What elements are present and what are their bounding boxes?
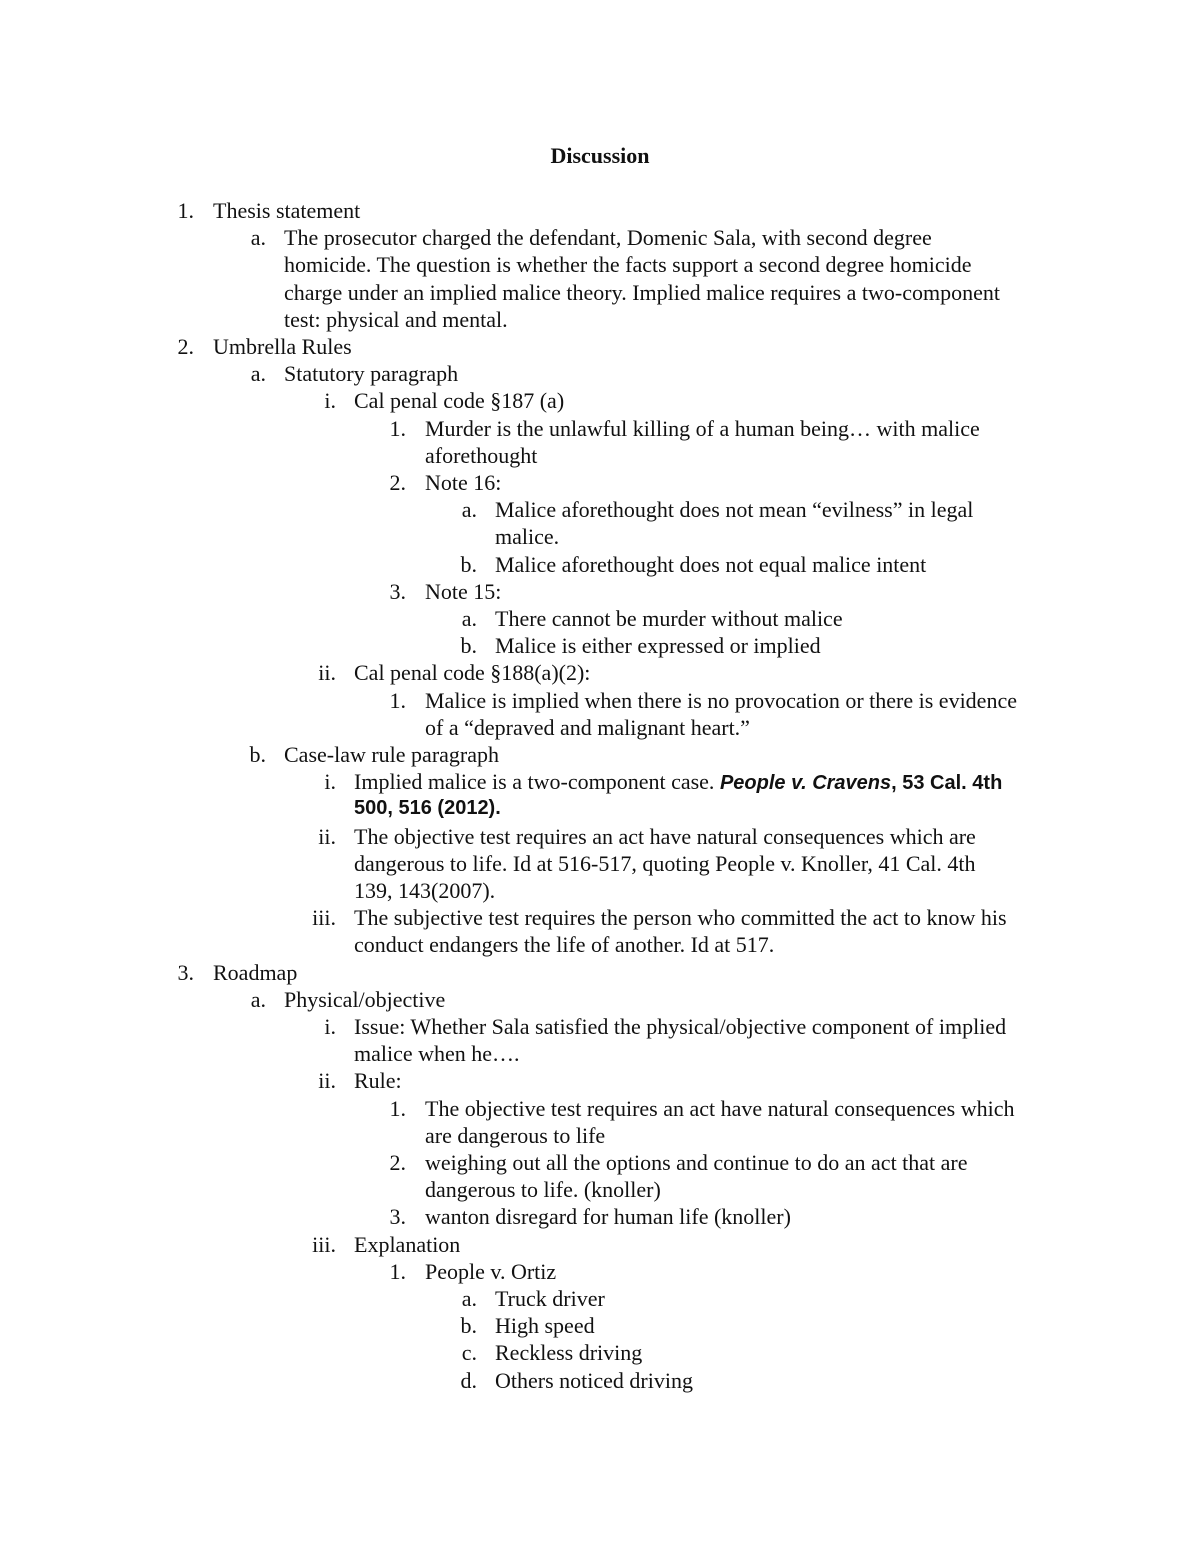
list-marker: b. [460, 633, 477, 659]
list-marker: 1. [389, 1258, 406, 1284]
list-marker: 2. [389, 1150, 406, 1175]
case-citation [720, 772, 1002, 794]
list-item-text: test: physical and mental. [284, 306, 508, 332]
list-item-text: Statutory paragraph [284, 361, 459, 387]
list-item-text: The subjective test requires the person who committed the act to know his [354, 905, 1007, 931]
list-item-text: dangerous to life. (knoller) [425, 1177, 661, 1203]
list-marker: b. [249, 742, 266, 767]
list-marker: 1. [389, 687, 406, 713]
list-item-text: of a “depraved and malignant heart.” [425, 714, 750, 740]
list-marker: b. [460, 551, 477, 577]
rule-text: Implied malice is a two-component case. [354, 769, 720, 795]
list-marker: iii. [312, 905, 336, 931]
list-item-text: are dangerous to life [425, 1122, 606, 1148]
list-marker: d. [460, 1367, 477, 1393]
list-item-text: malice. [495, 524, 560, 550]
list-item-text: weighing out all the options and continue to do an act that are [425, 1150, 968, 1175]
list-marker: a. [250, 361, 266, 387]
list-marker: ii. [318, 660, 336, 686]
list-item-text: Malice is implied when there is no provocation or there is evidence [425, 687, 1017, 713]
list-marker: a. [461, 606, 477, 631]
case-name: People v. Cravens [719, 772, 892, 795]
list-marker: a. [250, 986, 266, 1012]
list-item-text: Cal penal code §187 (a) [354, 388, 565, 414]
list-item-text: Rule: [354, 1068, 402, 1094]
list-item-text: 139, 143(2007). [354, 878, 496, 903]
list-item-text: The prosecutor charged the defendant, Domenic Sala, with second degree [284, 225, 932, 251]
list-item-text: Issue: Whether Sala satisfied the physical/objective component of implied [354, 1014, 1007, 1039]
list-item-text: charge under an implied malice theory. Implied malice requires a two-component [284, 279, 1000, 305]
list-item-text: Malice aforethought does not equal malice intent [495, 551, 927, 577]
list-marker: ii. [318, 1068, 336, 1094]
case-reporter: , 53 Cal. 4th [891, 772, 1003, 795]
list-marker: a. [461, 497, 477, 523]
list-item-text: There cannot be murder without malice [495, 606, 843, 631]
list-item-text: wanton disregard for human life (knoller) [425, 1204, 791, 1230]
list-marker: 1. [389, 415, 406, 441]
list-marker: iii. [312, 1231, 336, 1257]
list-marker: 1. [389, 1095, 406, 1121]
list-marker: i. [324, 769, 336, 795]
list-item-text: Explanation [354, 1231, 461, 1257]
list-item-text: homicide. The question is whether the facts support a second degree homicide [284, 252, 972, 278]
list-marker: 3. [389, 578, 406, 604]
list-marker: a. [461, 1286, 477, 1311]
list-marker: b. [460, 1313, 477, 1339]
list-marker: 3. [177, 959, 194, 985]
list-marker: 2. [389, 470, 406, 495]
list-item-text: Malice is either expressed or implied [495, 633, 821, 659]
list-marker: 1. [177, 198, 194, 223]
list-item-text: Cal penal code §188(a)(2): [354, 660, 591, 686]
list-item-text: The objective test requires an act have natural consequences which are [354, 823, 976, 849]
list-item-text [354, 768, 1002, 797]
list-marker: c. [461, 1340, 477, 1366]
list-item-text: dangerous to life. Id at 516-517, quoting People v. Knoller, 41 Cal. 4th [354, 850, 976, 876]
list-item-text: High speed [495, 1313, 595, 1339]
list-marker: i. [324, 388, 336, 414]
list-item-text: conduct endangers the life of another. Id at 517. [354, 932, 775, 958]
list-marker: ii. [318, 823, 336, 849]
case-citation-continued: 500, 516 (2012). [354, 797, 501, 820]
list-item-text: The objective test requires an act have natural consequences which [425, 1095, 1015, 1121]
list-marker: a. [250, 225, 266, 251]
list-marker: i. [324, 1014, 336, 1039]
list-item-text: People v. Ortiz [425, 1258, 557, 1284]
list-item-text: Malice aforethought does not mean “evilness” in legal [495, 497, 974, 523]
list-item-text: Thesis statement [213, 198, 361, 223]
list-item-text: Physical/objective [284, 986, 446, 1012]
list-item-text: Others noticed driving [495, 1367, 693, 1393]
list-item-text: Case-law rule paragraph [284, 742, 500, 767]
list-item-text: Murder is the unlawful killing of a human being… with malice [425, 415, 980, 441]
list-marker: 3. [389, 1204, 406, 1230]
list-marker: 2. [177, 334, 194, 359]
list-item-text: malice when he…. [354, 1041, 520, 1067]
list-item-text: Note 15: [425, 578, 502, 604]
list-item-text: Reckless driving [495, 1340, 643, 1366]
page-title: Discussion [550, 143, 650, 168]
list-item-text: Roadmap [213, 959, 298, 985]
list-item-text: Umbrella Rules [213, 334, 352, 359]
list-item-text: aforethought [425, 442, 538, 468]
list-item-text: Note 16: [425, 470, 502, 495]
list-item-text: Truck driver [495, 1286, 605, 1311]
